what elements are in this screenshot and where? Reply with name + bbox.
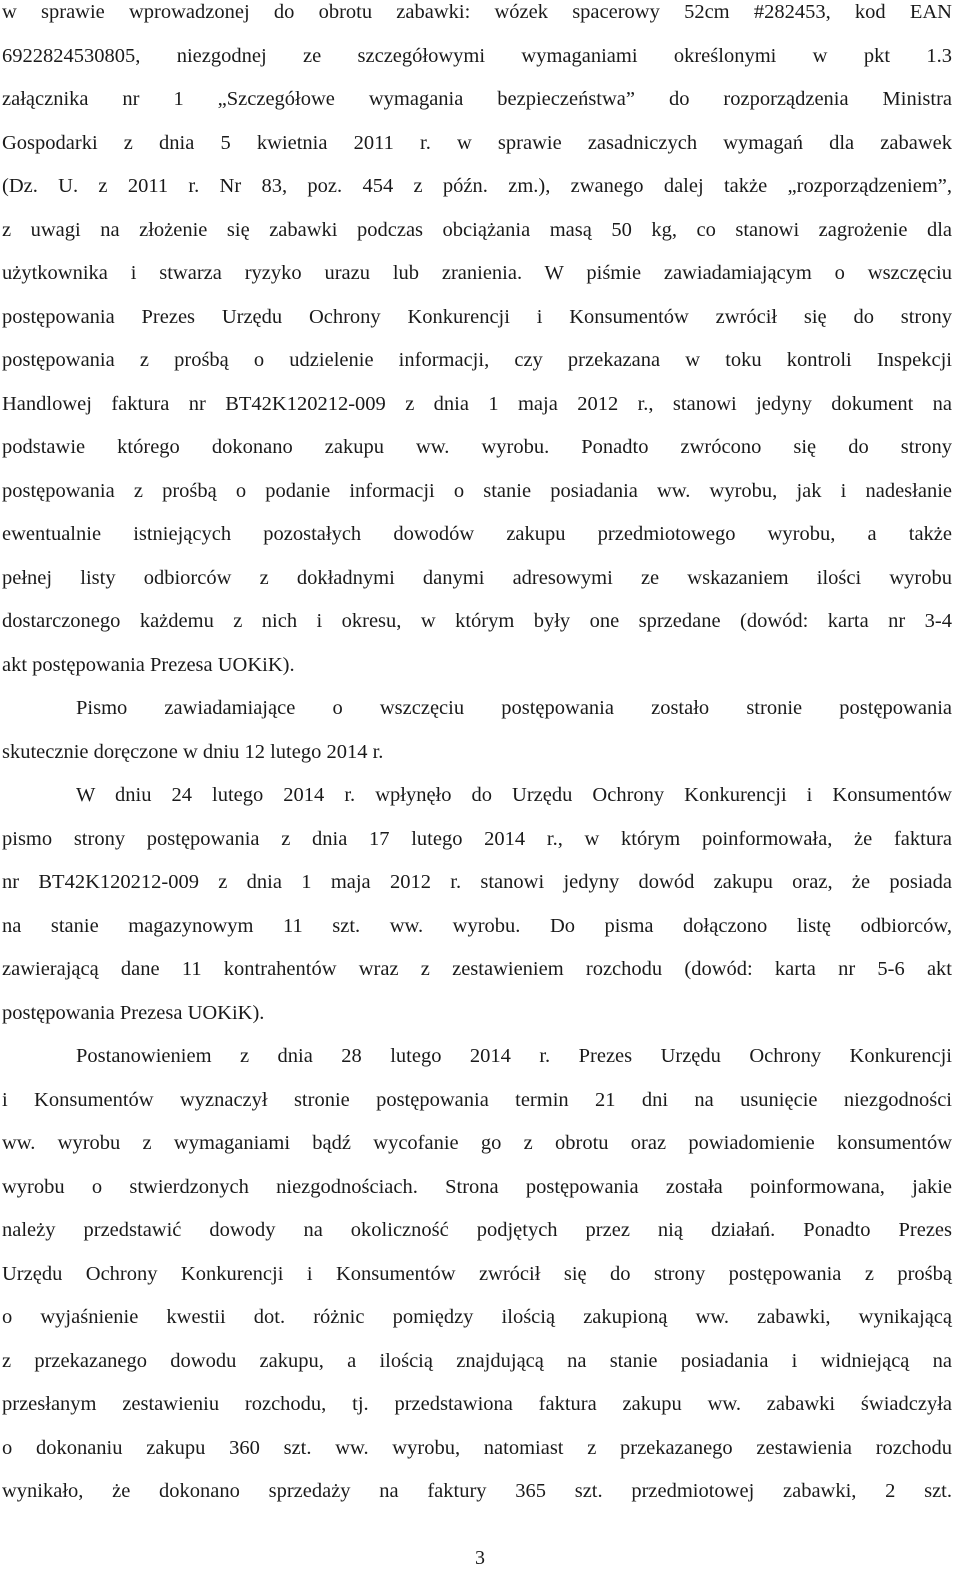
text-line: z przekazanego dowodu zakupu, a ilością znajdującą na stanie posiadania i widniejącą na	[2, 1350, 952, 1372]
text-line: o dokonaniu zakupu 360 szt. ww. wyrobu, natomiast z przekazanego zestawienia rozchodu	[2, 1437, 952, 1459]
text-line: Handlowej faktura nr BT42K120212-009 z dnia 1 maja 2012 r., stanowi jedyny dokument na	[2, 393, 952, 415]
text-line: nr BT42K120212-009 z dnia 1 maja 2012 r. stanowi jedyny dowód zakupu oraz, że posiada	[2, 871, 952, 893]
text-line: wynikało, że dokonano sprzedaży na faktury 365 szt. przedmiotowej zabawki, 2 szt.	[2, 1480, 952, 1502]
text-line: Gospodarki z dnia 5 kwietnia 2011 r. w sprawie zasadniczych wymagań dla zabawek	[2, 132, 952, 154]
paragraph-first-line: Pismo zawiadamiające o wszczęciu postępowania zostało stronie postępowania	[76, 697, 952, 719]
text-line: skutecznie doręczone w dniu 12 lutego 2014 r.	[2, 741, 384, 763]
paragraph-first-line: Postanowieniem z dnia 28 lutego 2014 r. Prezes Urzędu Ochrony Konkurencji	[76, 1045, 952, 1067]
text-line: dostarczonego każdemu z nich i okresu, w którym były one sprzedane (dowód: karta nr 3-4	[2, 610, 952, 632]
text-line: postępowania Prezes Urzędu Ochrony Konkurencji i Konsumentów zwrócił się do strony	[2, 306, 952, 328]
text-line: pełnej listy odbiorców z dokładnymi danymi adresowymi ze wskazaniem ilości wyrobu	[2, 567, 952, 589]
text-line: podstawie którego dokonano zakupu ww. wyrobu. Ponadto zwrócono się do strony	[2, 436, 952, 458]
text-line: 6922824530805, niezgodnej ze szczegółowymi wymaganiami określonymi w pkt 1.3	[2, 45, 952, 67]
text-line: ewentualnie istniejących pozostałych dowodów zakupu przedmiotowego wyrobu, a także	[2, 523, 952, 545]
page-number: 3	[475, 1547, 485, 1569]
text-line: Urzędu Ochrony Konkurencji i Konsumentów zwrócił się do strony postępowania z prośbą	[2, 1263, 952, 1285]
text-line: o wyjaśnienie kwestii dot. różnic pomiędzy ilością zakupioną ww. zabawki, wynikającą	[2, 1306, 952, 1328]
text-line: należy przedstawić dowody na okoliczność podjętych przez nią działań. Ponadto Prezes	[2, 1219, 952, 1241]
text-line: zawierającą dane 11 kontrahentów wraz z zestawieniem rozchodu (dowód: karta nr 5-6 akt	[2, 958, 952, 980]
text-line: na stanie magazynowym 11 szt. ww. wyrobu. Do pisma dołączono listę odbiorców,	[2, 915, 952, 937]
text-line: postępowania z prośbą o udzielenie informacji, czy przekazana w toku kontroli Inspekcji	[2, 349, 952, 371]
paragraph-first-line: W dniu 24 lutego 2014 r. wpłynęło do Urzędu Ochrony Konkurencji i Konsumentów	[76, 784, 952, 806]
text-line: użytkownika i stwarza ryzyko urazu lub zranienia. W piśmie zawiadamiającym o wszczęciu	[2, 262, 952, 284]
text-line: postępowania z prośbą o podanie informacji o stanie posiadania ww. wyrobu, jak i nadesłanie	[2, 480, 952, 502]
text-line: wyrobu o stwierdzonych niezgodnościach. Strona postępowania została poinformowana, jakie	[2, 1176, 952, 1198]
text-line: postępowania Prezesa UOKiK).	[2, 1002, 265, 1024]
text-line: pismo strony postępowania z dnia 17 lutego 2014 r., w którym poinformowała, że faktura	[2, 828, 952, 850]
text-line: akt postępowania Prezesa UOKiK).	[2, 654, 295, 676]
text-line: z uwagi na złożenie się zabawki podczas obciążania masą 50 kg, co stanowi zagrożenie dla	[2, 219, 952, 241]
text-line: w sprawie wprowadzonej do obrotu zabawki: wózek spacerowy 52cm #282453, kod EAN	[2, 1, 952, 23]
text-line: (Dz. U. z 2011 r. Nr 83, poz. 454 z późn. zm.), zwanego dalej także „rozporządzeniem”,	[2, 175, 952, 197]
text-line: przesłanym zestawieniu rozchodu, tj. przedstawiona faktura zakupu ww. zabawki świadczyła	[2, 1393, 952, 1415]
text-line: załącznika nr 1 „Szczegółowe wymagania bezpieczeństwa” do rozporządzenia Ministra	[2, 88, 952, 110]
text-line: ww. wyrobu z wymaganiami bądź wycofanie go z obrotu oraz powiadomienie konsumentów	[2, 1132, 952, 1154]
text-line: i Konsumentów wyznaczył stronie postępowania termin 21 dni na usunięcie niezgodności	[2, 1089, 952, 1111]
